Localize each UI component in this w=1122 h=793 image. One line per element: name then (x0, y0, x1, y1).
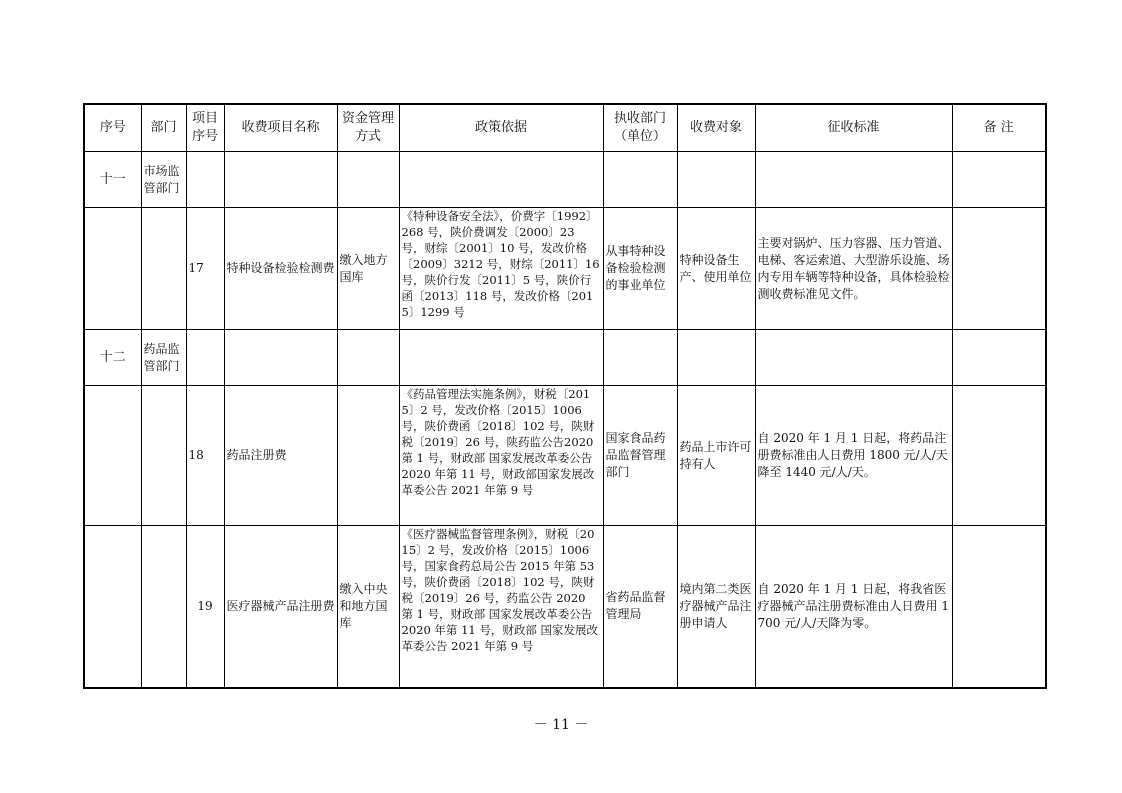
policy-basis: 《特种设备安全法》，价费字〔1992〕268 号，陕价费调发〔2000〕23 号，财综〔2001〕10 号，发改价格〔2009〕3212 号，财综〔2011〕16 号，陕价行发〔2011〕5 号，陕价行函〔2013〕118 号，发改价格〔2015〕1299 号 (399, 208, 603, 330)
item-name: 药品注册费 (224, 386, 337, 526)
table-row (84, 208, 1046, 330)
header-dept: 部门 (141, 104, 186, 152)
page-number: － 11 － (533, 717, 589, 733)
note (952, 386, 1046, 526)
section-seq: 十一 (84, 152, 141, 208)
section-row (84, 152, 1046, 208)
policy-basis: 《药品管理法实施条例》，财税〔2015〕2 号，发改价格〔2015〕1006 号，陕价费函〔2018〕102 号，陕财税〔2019〕26 号，陕药监公告2020 第 1 号，财政部 国家发展改革委公告 2020 年第 11 号，财政部国家发展改革委公告 2021 年第 9 号 (399, 386, 603, 526)
header-policy: 政策依据 (399, 104, 603, 152)
item-no: 19 (186, 526, 224, 688)
table-row (84, 526, 1046, 688)
header-standard: 征收标准 (755, 104, 952, 152)
section-row (84, 330, 1046, 386)
item-no: 17 (186, 208, 224, 330)
item-name: 医疗器械产品注册费 (224, 526, 337, 688)
section-dept: 药品监管部门 (141, 330, 186, 386)
fee-target: 境内第二类医疗器械产品注册申请人 (677, 526, 755, 688)
fee-table (83, 103, 1047, 689)
fund-method: 缴入地方国库 (337, 208, 399, 330)
note (952, 208, 1046, 330)
header-seq: 序号 (84, 104, 141, 152)
collecting-unit: 省药品监督管理局 (603, 526, 677, 688)
item-name: 特种设备检验检测费 (224, 208, 337, 330)
fund-method: 缴入中央和地方国库 (337, 526, 399, 688)
collecting-unit: 从事特种设备检验检测的事业单位 (603, 208, 677, 330)
note (952, 526, 1046, 688)
fee-standard: 自 2020 年 1 月 1 日起，将药品注册费标准由人日费用 1800 元/人/天降至 1440 元/人/天。 (755, 386, 952, 526)
header-unit: 执收部门（单位） (603, 104, 677, 152)
section-seq: 十二 (84, 330, 141, 386)
header-fund: 资金管理方式 (337, 104, 399, 152)
fund-method (337, 386, 399, 526)
section-dept: 市场监管部门 (141, 152, 186, 208)
fee-target: 特种设备生产、使用单位 (677, 208, 755, 330)
header-item-no: 项目序号 (186, 104, 224, 152)
fee-target: 药品上市许可持有人 (677, 386, 755, 526)
collecting-unit: 国家食品药品监督管理部门 (603, 386, 677, 526)
policy-basis: 《医疗器械监督管理条例》，财税〔2015〕2 号，发改价格〔2015〕1006 号，国家食药总局公告 2015 年第 53 号，陕价费函〔2018〕102 号，陕财税〔2019〕26 号，药监公告 2020 第 1 号，财政部 国家发展改革委公告 2020 年第 11 号，财政部 国家发展改革委公告 2021 年第 9 号 (399, 526, 603, 688)
item-no: 18 (186, 386, 224, 526)
fee-standard: 主要对锅炉、压力容器、压力管道、电梯、客运索道、大型游乐设施、场内专用车辆等特种设备，具体检验检测收费标准见文件。 (755, 208, 952, 330)
header-target: 收费对象 (677, 104, 755, 152)
header-note: 备 注 (952, 104, 1046, 152)
table-header (84, 104, 1046, 152)
header-name: 收费项目名称 (224, 104, 337, 152)
fee-standard: 自 2020 年 1 月 1 日起，将我省医疗器械产品注册费标准由人日费用 1700 元/人/天降为零。 (755, 526, 952, 688)
table-row (84, 386, 1046, 526)
